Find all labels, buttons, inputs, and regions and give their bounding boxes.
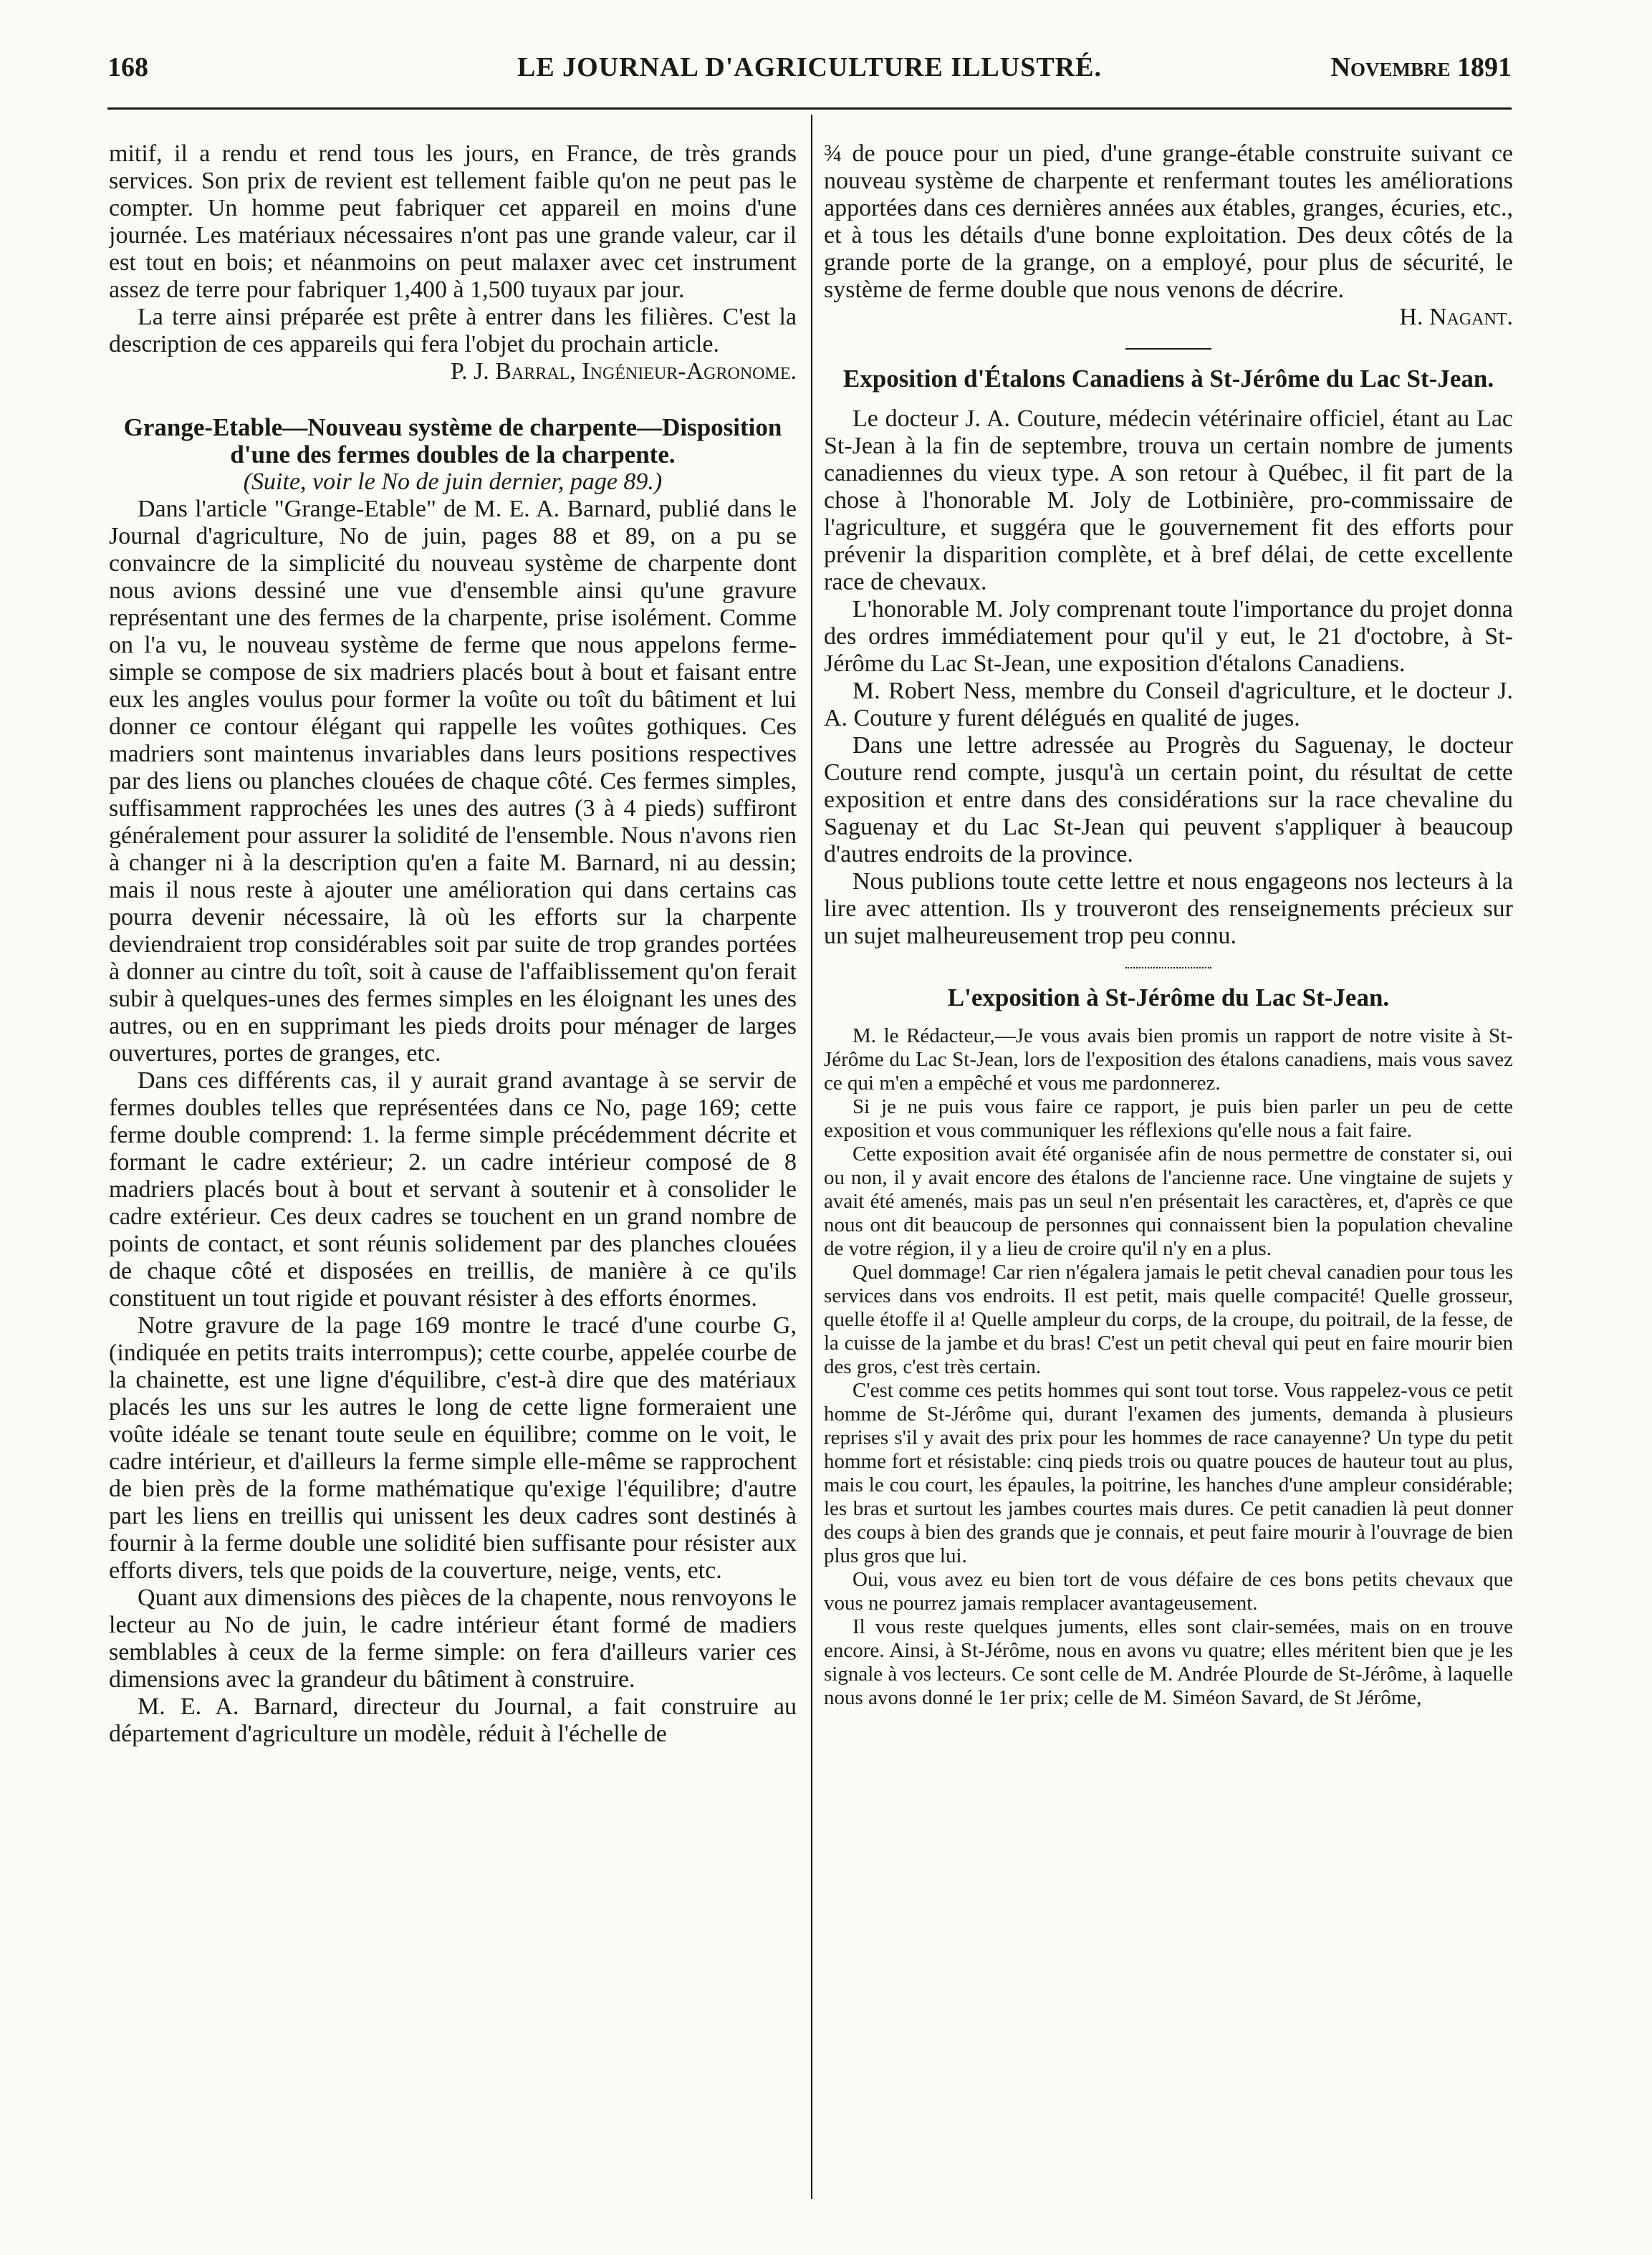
article-paragraph: L'honorable M. Joly comprenant toute l'importance du projet donna des ordres immédiatement pour qu'il y eut, le 21 d'octobre, à St-Jérôme du Lac St-Jean, une exposition d'étalons Canadiens. [824,596,1513,677]
article-paragraph: Quant aux dimensions des pièces de la chapente, nous renvoyons le lecteur au No de juin, le cadre intérieur étant formé de madiers semblables à ceux de la ferme simple: on fera d'ailleurs varier ces dimensions avec la grandeur du bâtiment à construire. [109,1585,797,1693]
section-separator [1125,348,1211,350]
letter-paragraph: Si je ne puis vous faire ce rapport, je puis bien parler un peu de cette exposition et vous communiquer les réflexions qu'elle nous a fait faire. [824,1095,1513,1142]
section-separator [1125,967,1211,968]
article-paragraph: ¾ de pouce pour un pied, d'une grange-étable construite suivant ce nouveau système de charpente et renfermant toutes les améliorations apportées dans ces dernières années aux étables, granges, écuries, etc., et à tous les détails d'une bonne exploitation. Des deux côtés de la grande porte de la grange, on a employé, pour plus de sécurité, le système de ferme double que nous venons de décrire. [824,140,1513,303]
article-paragraph: M. E. A. Barnard, directeur du Journal, a fait construire au département d'agriculture un modèle, réduit à l'échelle de [109,1693,797,1747]
continued-paragraph: mitif, il a rendu et rend tous les jours, en France, de très grands services. Son prix de revient est tellement faible qu'on ne peut pas le compter. Un homme peut fabriquer cet appareil en moins d'une journée. Les matériaux nécessaires n'ont pas une grande valeur, car il est tout en bois; et néanmoins on peut malaxer avec cet instrument assez de terre pour fabriquer 1,400 à 1,500 tuyaux par jour. [109,140,797,303]
article-paragraph: Dans une lettre adressée au Progrès du Saguenay, le docteur Couture rend compte, jusqu'à un certain point, du résultat de cette exposition et entre dans des considérations sur la race chevaline du Saguenay et du Lac St-Jean qui peuvent s'appliquer à beaucoup d'autres endroits de la province. [824,732,1513,867]
letter-paragraph: M. le Rédacteur,—Je vous avais bien promis un rapport de notre visite à St-Jérôme du Lac St-Jean, lors de l'exposition des étalons canadiens, mais vous savez ce qui m'en a empêché et vous me pardonnerez. [824,1024,1513,1095]
column-divider [811,115,812,2199]
page-number: 168 [107,52,148,82]
spacer [824,1011,1513,1024]
article-signature: P. J. Barral, Ingénieur-Agronome. [450,358,797,385]
letter-paragraph: Cette exposition avait été organisée afin de nous permettre de constater si, oui ou non, il y avait encore des étalons de l'ancienne race. Une vingtaine de sujets y avait été amenés, mais pas un seul n'en présentait les caractères, et, d'après ce que nous ont dit beaucoup de personnes qui connaissent bien la population chevaline de votre région, il y a lieu de croire qu'il n'y en a plus. [824,1143,1513,1260]
letter-title: L'exposition à St-Jérôme du Lac St-Jean. [947,984,1390,1011]
letter-paragraph: Il vous reste quelques juments, elles sont clair-semées, mais on en trouve encore. Ainsi, à St-Jérôme, nous en avons vu quatre; elles méritent bien que je les signale à vos lecteurs. Ce sont celle de M. Andrée Plourde de St-Jérôme, à laquelle nous avons donné le 1er prix; celle de M. Siméon Savard, de St Jérôme, [824,1615,1513,1709]
article-subtitle: (Suite, voir le No de juin dernier, page 89.) [243,468,663,495]
article-signature: H. Nagant. [1399,304,1513,330]
spacer [824,393,1513,405]
article-paragraph: Dans ces différents cas, il y aurait grand avantage à se servir de fermes doubles telles que représentées dans ce No, page 169; cette ferme double comprend: 1. la ferme simple précédemment décrite et formant le cadre extérieur; 2. un cadre intérieur composé de 8 madriers placés bout à bout et servant à soutenir et à consolider le cadre extérieur. Ces deux cadres se touchent en un grand nombre de points de contact, et sont réunis solidement par des planches clouées de chaque côté et disposées en treillis, de manière à ce qu'ils constituent un tout rigide et pouvant résister à des efforts énormes. [109,1067,797,1312]
spacer [109,385,797,414]
article-paragraph: Le docteur J. A. Couture, médecin vétérinaire officiel, étant au Lac St-Jean à la fin de septembre, trouva un certain nombre de juments canadiennes du vieux type. A son retour à Québec, il fit part de la chose à l'honorable M. Joly de Lotbinière, pro-commissaire de l'agriculture, et suggéra que le gouvernement fit des efforts pour prévenir la disparition complète, et à bref délai, de cette excellente race de chevaux. [824,405,1513,595]
header-rule [107,107,1512,110]
article-paragraph: Notre gravure de la page 169 montre le tracé d'une courbe G, (indiquée en petits traits interrompus); cette courbe, appelée courbe de la chainette, est une ligne d'équilibre, c'est-à dire que des matériaux placés les uns sur les autres le long de cette ligne formeraient une voûte idéale se tenant toute seule en équilibre; comme on le voit, le cadre intérieur, et d'ailleurs la ferme simple elle-même se rapprochent de bien près de la forme mathématique qu'exige l'équilibre; d'autre part les liens en treillis qui unissent les deux cadres sont destinés à fournir à la ferme double une solidité bien suffisante pour résister aux efforts divers, tels que poids de la couverture, neige, vents, etc. [109,1312,797,1584]
article-paragraph: Dans l'article "Grange-Etable" de M. E. A. Barnard, publié dans le Journal d'agriculture, No de juin, pages 88 et 89, on a pu se convaincre de la simplicité du nouveau système de charpente dont nous avions dessiné une vue d'ensemble ainsi qu'une gravure représentant une des fermes de la charpente, prise isolément. Comme on l'a vu, le nouveau système de ferme que nous appelons ferme-simple se compose de six madriers placés bout à bout et faisant entre eux les angles voulus pour former la voûte ou toît du bâtiment et lui donner ce contour élégant qui rappelle les voûtes gothiques. Ces madriers sont maintenus invariables dans leurs positions respectives par des liens ou planches clouées de chaque côté. Ces fermes simples, suffisamment rapprochées les unes des autres (3 à 4 pieds) suffiront généralement pour assurer la solidité de l'ensemble. Nous n'avons rien à changer ni à la description qu'en a faite M. Barnard, ni au dessin; mais il nous reste à ajouter une amélioration qui dans certains cas pourra devenir nécessaire, là où les efforts sur la charpente deviendraient trop considérables soit par suite de trop grandes portées à donner au cintre du toît, soit à cause de l'affaiblissement qu'on ferait subir à quelques-unes des fermes simples en les éloignant les unes des autres, ou en en supprimant les pieds droits pour ménager de larges ouvertures, portes de granges, etc. [109,496,797,1067]
article-paragraph: M. Robert Ness, membre du Conseil d'agriculture, et le docteur J. A. Couture y furent délégués en qualité de juges. [824,678,1513,731]
left-column [109,140,797,2203]
letter-paragraph: Oui, vous avez eu bien tort de vous défaire de ces bons petits chevaux que vous ne pourrez jamais remplacer avantageusement. [824,1568,1513,1615]
article-paragraph: Nous publions toute cette lettre et nous engageons nos lecteurs à la lire avec attention. Ils y trouveront des renseignements précieux sur un sujet malheureusement trop peu connu. [824,868,1513,949]
letter-paragraph: C'est comme ces petits hommes qui sont tout torse. Vous rappelez-vous ce petit homme de St-Jérôme qui, durant l'examen des juments, demanda à plusieurs reprises s'il y avait des prix pour les hommes de race canayenne? Un type du petit homme fort et résistable: cinq pieds trois ou quatre pouces de hauteur tout au plus, mais le cou court, les épaules, la poitrine, les hanches d'une ampleur considérable; les bras et surtout les jambes courtes mais dures. Ce petit canadien là peut donner des coups à bien des grands que je connais, et peut faire mourir à l'ouvrage de bien plus gros que lui. [824,1379,1513,1567]
journal-title: LE JOURNAL D'AGRICULTURE ILLUSTRÉ. [517,52,1102,82]
continued-paragraph: La terre ainsi préparée est prête à entrer dans les filières. C'est la description de ces appareils qui fera l'objet du prochain article. [109,304,797,357]
letter-paragraph: Quel dommage! Car rien n'égalera jamais le petit cheval canadien pour tous les services dans vos endroits. Il est petit, mais quelle compacité! Quelle grosseur, quelle étoffe il a! Quelle ampleur du corps, de la croupe, du poitrail, de la fesse, de la cuisse de la jambe et du bras! C'est un petit cheval qui peut en faire mourir bien des gros, c'est très certain. [824,1261,1513,1378]
running-head [107,52,1512,95]
right-column [824,140,1513,2203]
article-title: Grange-Etable—Nouveau système de charpente—Disposition d'une des fermes doubles de la charpente. [123,413,782,468]
issue-date: Novembre 1891 [1330,52,1512,82]
article-title: Exposition d'Étalons Canadiens à St-Jérôme du Lac St-Jean. [842,365,1494,393]
